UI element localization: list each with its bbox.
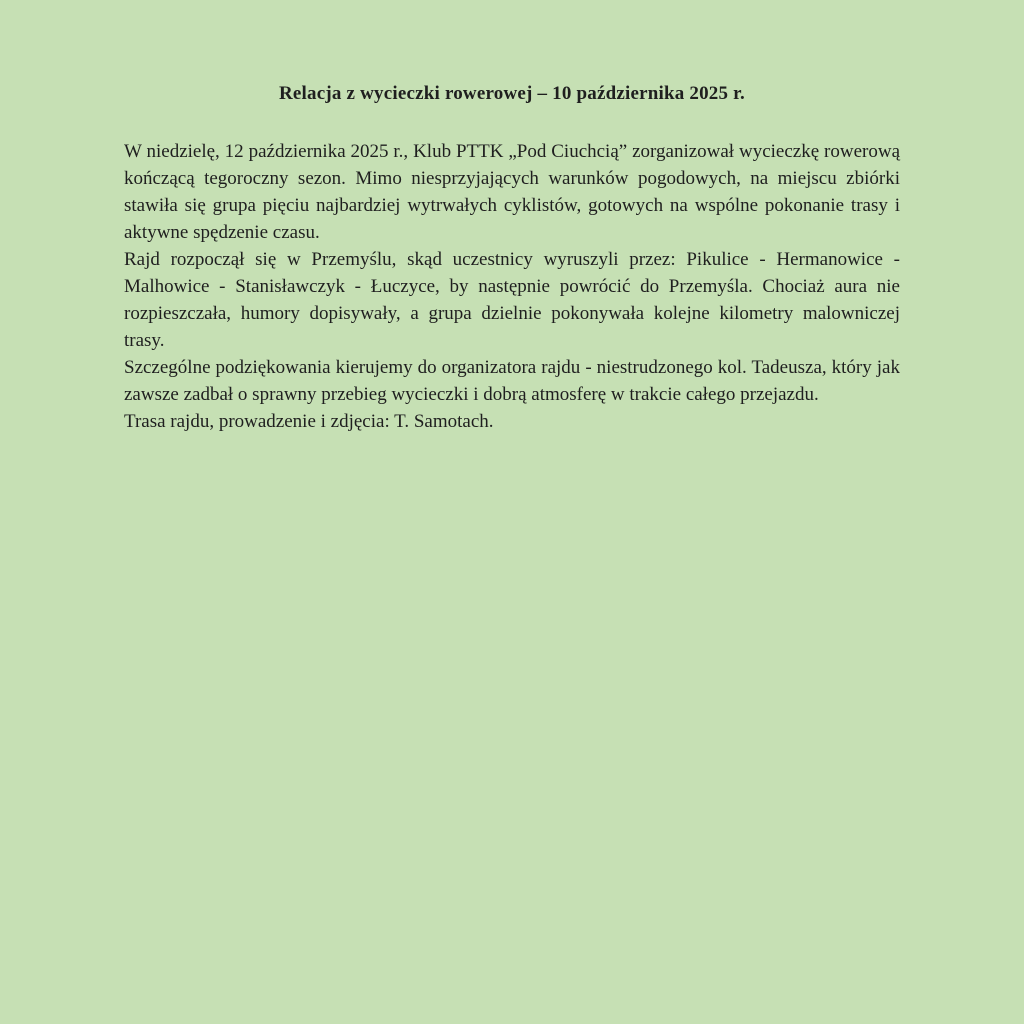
paragraph-trip-intro: W niedzielę, 12 października 2025 r., Klub PTTK „Pod Ciuchcią” zorganizował wycieczkę rowerową kończącą tegoroczny sezon. Mimo niesprzyjających warunków pogodowych, na miejscu zbiórki stawiła się grupa pięciu najbardziej wytrwałych cyklistów, gotowych na wspólne pokonanie trasy i aktywne spędzenie czasu. (124, 141, 900, 243)
paragraph-credits: Trasa rajdu, prowadzenie i zdjęcia: T. Samotach. (124, 411, 494, 432)
paragraph-route: Rajd rozpoczął się w Przemyślu, skąd uczestnicy wyruszyli przez: Pikulice - Hermanowice - Malhowice - Stanisławczyk - Łuczyce, by następnie powrócić do Przemyśla. Chociaż aura nie rozpieszczała, humory dopisywały, a grupa dzielnie pokonywała kolejne kilometry malowniczej trasy. (124, 249, 900, 351)
paragraph-thanks: Szczególne podziękowania kierujemy do organizatora rajdu - niestrudzonego kol. Tadeusza, który jak zawsze zadbał o sprawny przebieg wycieczki i dobrą atmosferę w trakcie całego przejazdu. (124, 357, 900, 405)
document-body (124, 138, 900, 435)
document-title: Relacja z wycieczki rowerowej – 10 października 2025 r. (278, 83, 746, 104)
